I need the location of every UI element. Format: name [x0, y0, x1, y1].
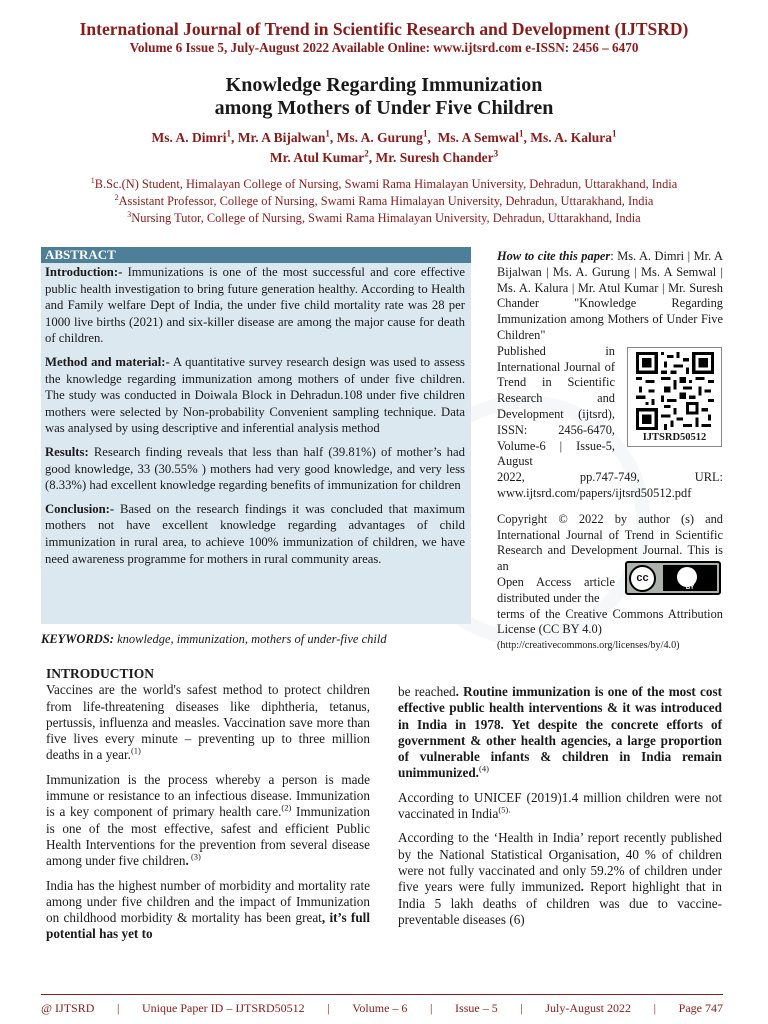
journal-title: International Journal of Trend in Scientific Research and Development (IJTSRD) [79, 19, 689, 39]
author-affiliation-mark: 1 [325, 128, 330, 139]
paragraph-text: , it’s full potential has yet to [46, 910, 370, 942]
reference-mark: (2) [281, 802, 292, 813]
paragraph-text: According to the ‘Health in India’ report recently published by the National Statistical Organisation, 40 % of children were not fully vaccinated and only 59.2% of children under five years were fully immunized [398, 830, 722, 895]
abstract-heading: ABSTRACT [41, 247, 471, 263]
cc-by-license-badge[interactable] [625, 561, 721, 595]
citation-label: How to cite this paper [497, 249, 611, 263]
abstract-label: Results: [45, 444, 89, 459]
author-affiliation-mark: 1 [611, 128, 617, 139]
attribution-person-icon [677, 567, 697, 587]
cc-icon: cc [629, 565, 656, 592]
citation-url[interactable]: 2022, pp.747-749, URL: www.ijtsrd.com/papers/ijtsrd50512.pdf [497, 470, 723, 500]
reference-mark: (1) [130, 746, 141, 757]
author-name: Ms. A. Dimri [151, 130, 227, 145]
author-name: Mr. Suresh Chander [375, 150, 494, 165]
body-paragraph [46, 772, 370, 870]
body-paragraph [398, 830, 722, 928]
affiliation-list [0, 176, 768, 227]
affiliation-text: B.Sc.(N) Student, Himalayan College of Nursing, Swami Rama Himalayan University, Dehradun, Uttarakhand, India [94, 177, 678, 191]
abstract-method [45, 354, 465, 437]
abstract-text: Research finding reveals that less than half (39.81%) of mother’s had good knowledge, 33 (30.55% ) mothers had very good knowledge, and very less (8.33%) had excellent knowledge regarding benefits of immunization for children [45, 444, 465, 493]
affiliation-text: Nursing Tutor, College of Nursing, Swami Rama Himalayan University, Dehradun, Uttarakhand, India [131, 211, 641, 225]
journal-issue-line: Volume 6 Issue 5, July-August 2022 Available Online: www.ijtsrd.com e-ISSN: 2456 – 6470 [129, 40, 639, 55]
footer-separator: | [653, 1001, 657, 1015]
affiliation-item [0, 210, 768, 227]
author-affiliation-mark: 1 [518, 128, 524, 139]
body-paragraph [398, 684, 722, 782]
footer-issue: Issue – 5 [455, 1001, 498, 1015]
paragraph-text: According to UNICEF (2019)1.4 million children were not vaccinated in India [398, 789, 722, 822]
paper-title [0, 74, 768, 120]
author-name: Mr. Atul Kumar [269, 150, 365, 165]
by-label: BY [685, 585, 695, 591]
citation-colon: : [610, 249, 618, 263]
affiliation-mark: 3 [127, 209, 132, 219]
footer-separator: | [327, 1001, 330, 1015]
footer-volume: Volume – 6 [352, 1001, 408, 1015]
keywords-text: knowledge, immunization, mothers of under-five child [113, 632, 387, 646]
reference-mark: (3) [188, 851, 201, 862]
section-heading-introduction: INTRODUCTION [46, 666, 155, 681]
reference-mark: (5). [498, 804, 511, 815]
paragraph-period: . [185, 853, 189, 869]
qr-label: IJTSRD50512 [642, 432, 707, 443]
author-name: Ms. A Semwal [437, 130, 519, 145]
affiliation-mark: 2 [114, 192, 119, 202]
footer-org: @ IJTSRD [41, 1001, 95, 1015]
author-line-1: Ms. A. Dimri$^1$, Mr. A Bijalwan$^1$, Ms. A. Gurung$^1$, Ms. A Semwal$^1$, Ms. A. Kalura$^1$ [151, 128, 617, 145]
copyright-open-access: Open Access article distributed under the [497, 574, 615, 605]
author-affiliation-mark: 3 [493, 148, 499, 159]
footer-separator: | [520, 1001, 523, 1015]
author-affiliation-mark: 1 [226, 128, 232, 139]
license-url[interactable]: (http://creativecommons.org/licenses/by/4.0) [497, 640, 680, 652]
author-name: Ms. A. Kalura [530, 130, 612, 145]
author-name: Ms. A. Gurung [336, 130, 423, 145]
qr-code [627, 347, 722, 447]
abstract-introduction [45, 264, 465, 347]
abstract-text: A quantitative survey research design was used to assess the knowledge regarding immunization among mothers of under five children. The study was conducted in Doiwala Block in Dehradun.108 under five children mothers were selected by Non-probability Convenient sampling technique. Data was analysed by using descriptive and inferential analysis method [45, 354, 465, 436]
footer-page-number: Page 747 [678, 1001, 723, 1015]
abstract-body [41, 263, 471, 567]
body-column-right [398, 684, 722, 936]
paragraph-text: be reached [398, 684, 456, 699]
paragraph-text: Vaccines are the world's safest method to protect children from life-threatening diseases like diphtheria, tetanus, pertussis, influenza and measles. Vaccination save more than five lives every minute – preventing up to three million deaths in a year. [46, 682, 370, 763]
abstract-text: Immunizations is one of the most successful and core effective public health investigation to bring future generation healthy. According to Health and Family welfare Dept of India, the under five child mortality rate was 28 per 1000 live births (2021) and six-killer disease are among the major cause for death of children. [45, 265, 465, 346]
paper-title-line-1: Knowledge Regarding Immunization [225, 74, 543, 96]
author-affiliation-mark: 1 [422, 128, 428, 139]
page-footer [41, 1001, 723, 1016]
footer-paper-id: Unique Paper ID – IJTSRD50512 [142, 1001, 305, 1015]
abstract-label: Method and material:- [45, 354, 170, 369]
copyright-license: terms of the Creative Commons Attribution License (CC BY 4.0) [497, 606, 723, 637]
body-paragraph [46, 878, 370, 943]
abstract-label: Conclusion:- [45, 501, 115, 516]
reference-mark: (4) [478, 764, 489, 775]
citation-authors-title: Ms. A. Dimri | Mr. A Bijalwan | Ms. A. Gurung | Ms. A Semwal | Ms. A. Kalura | Mr. Atul Kumar | Mr. Suresh Chander "Knowledge Regarding Immunization among Mothers of Under Five Children" [497, 249, 723, 342]
author-line-2: Mr. Atul Kumar$^2$, Mr. Suresh Chander$^3$ [269, 148, 499, 165]
author-affiliation-mark: 2 [364, 148, 369, 159]
abstract-box [41, 247, 471, 624]
copyright-text: Copyright © 2022 by author (s) and International Journal of Trend in Scientific Research and Development Journal. This is an [497, 511, 723, 574]
author-name: Mr. A Bijalwan [237, 130, 326, 145]
paragraph-period: . [580, 879, 584, 895]
citation-text [497, 249, 723, 344]
abstract-conclusion [45, 501, 465, 567]
paragraph-text: Report highlight that in India 5 lakh deaths of children was due to vaccine-preventable diseases (6) [398, 879, 722, 927]
paragraph-text: Immunization is the process whereby a person is made immune or resistance to an infectious disease. Immunization is a key component of primary health care. [46, 771, 370, 820]
keywords-label: KEYWORDS: [41, 632, 114, 646]
footer-date: July-August 2022 [545, 1001, 632, 1015]
footer-separator: | [117, 1001, 120, 1015]
citation-published: Published in International Journal of Trend in Scientific Research and Development (ijtsrd), ISSN: 2456-6470, Volume-6 | Issue-5, August [497, 343, 615, 469]
keywords [41, 632, 481, 647]
paragraph-text: Immunization is one of the most effective, safest and efficient Public Health Interventions for the prevention from several disease among under five children [46, 804, 370, 869]
body-paragraph [46, 682, 370, 763]
abstract-text: Based on the research findings it was concluded that maximum mothers not have excellent knowledge regarding advantages of child immunization in rural area, to achieve 100% immunization of children, we have need awareness programme for mothers in rural community areas. [45, 501, 465, 566]
paragraph-text: India has the highest number of morbidity and mortality rate among under five children and the impact of Immunization on childhood morbidity & mortality has been great [46, 877, 370, 926]
affiliation-mark: 1 [90, 175, 95, 185]
abstract-label: Introduction:- [45, 265, 123, 279]
author-list [0, 128, 768, 168]
affiliation-item [0, 193, 768, 210]
paper-title-line-2: among Mothers of Under Five Children [214, 97, 554, 119]
body-column-left [46, 666, 370, 951]
body-paragraph [398, 790, 722, 823]
affiliation-text: Assistant Professor, College of Nursing, Swami Rama Himalayan University, Dehradun, Uttarakhand, India [118, 194, 654, 208]
footer-divider [41, 994, 723, 995]
footer-separator: | [430, 1001, 433, 1015]
qr-code-image [636, 352, 714, 430]
abstract-results [45, 444, 465, 494]
affiliation-item [0, 176, 768, 193]
paragraph-text: . Routine immunization is one of the most cost effective public health interventions & it was introduced in India in 1978. Yet despite the concrete efforts of government & other health agencies, a large proportion of vulnerable infants & children in India remain unimmunized. [398, 684, 722, 781]
